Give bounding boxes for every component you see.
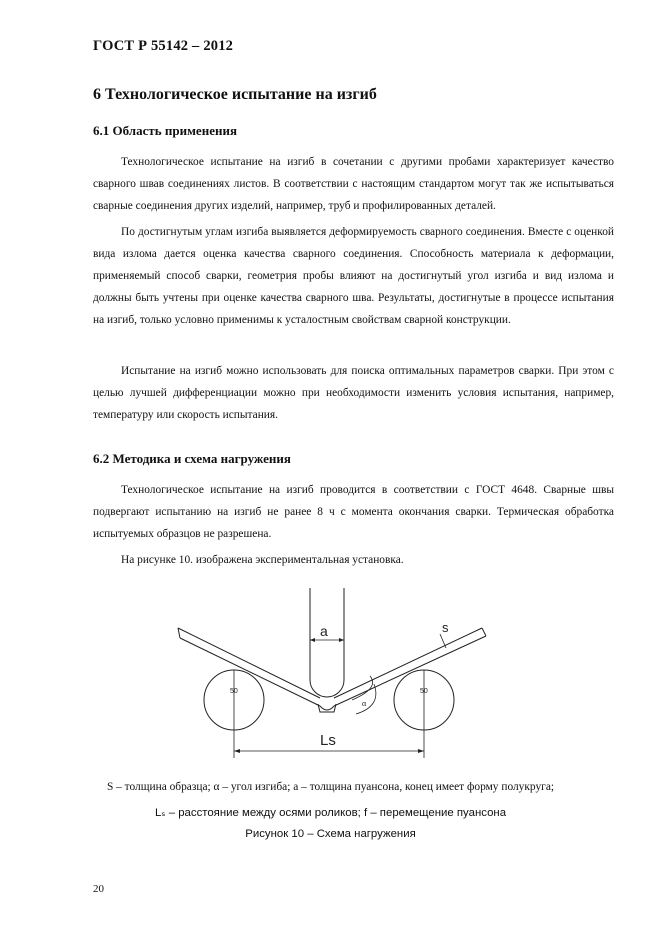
figure-legend-line-1: S – толщина образца; α – угол изгиба; а – толщина пуансона, конец имеет форму полукруга;	[106, 781, 555, 793]
subsection-title-method: 6.2 Методика и схема нагружения	[93, 451, 291, 466]
paragraph-method-1	[93, 479, 614, 545]
paragraph-method-2	[93, 549, 614, 571]
label-a: a	[320, 623, 328, 639]
specimen-right-top	[334, 628, 482, 698]
paragraph-scope-2	[93, 221, 614, 331]
page-number: 20	[93, 883, 104, 895]
specimen-right-bottom	[334, 636, 486, 706]
section-title: 6 Технологическое испытание на изгиб	[93, 86, 377, 103]
arrow-right-icon	[339, 638, 344, 642]
roller-right-label: 50	[420, 688, 428, 695]
roller-left-label: 50	[230, 688, 238, 695]
paragraph-scope-1	[93, 151, 614, 217]
loading-scheme-figure	[170, 588, 500, 768]
specimen-left-top	[178, 628, 320, 698]
paragraph-text: Испытание на изгиб можно использовать для поиска оптимальных параметров сварки. При этом с целью лучшей дифференциации можно при необходимости изменить условия испытания, например, температуру или скорость испытания.	[93, 365, 614, 421]
specimen-left-bottom	[180, 638, 320, 706]
specimen-right-end	[482, 628, 486, 636]
subsection-title-scope: 6.1 Область применения	[93, 123, 237, 138]
paragraph-text: Технологическое испытание на изгиб проводится в соответствии с ГОСТ 4648. Сварные швы подвергают испытанию на изгиб не ранее 8 ч с момента окончания сварки. Термическая обработка испытуемых образцов не разрешена.	[93, 484, 614, 540]
angle-label: α	[362, 699, 367, 708]
figure-legend-line-2: Lₛ – расстояние между осями роликов; f – перемещение пуансона	[154, 807, 507, 819]
paragraph-text: Технологическое испытание на изгиб в сочетании с другими пробами характеризует качество сварного швав соединениях листов. В соответствии с настоящим стандартом могут так же испытываться сварные соединения других изделий, например, труб и профилированных деталей.	[93, 156, 614, 212]
label-s: s	[442, 620, 449, 635]
arrow-right-icon	[418, 749, 424, 753]
weld-bead	[320, 706, 334, 710]
paragraph-text: На рисунке 10. изображена экспериментальная установка.	[121, 554, 404, 566]
arrow-left-icon	[234, 749, 240, 753]
figure-caption: Рисунок 10 – Схема нагружения	[245, 828, 416, 840]
specimen-left-end	[178, 628, 180, 638]
punch-tip	[310, 680, 344, 697]
label-ls: Ls	[320, 732, 336, 749]
paragraph-scope-3	[93, 360, 614, 426]
paragraph-text: По достигнутым углам изгиба выявляется деформируемость сварного соединения. Вместе с оценкой вида излома дается оценка качества сварного соединения. Способность материала к деформации, применяемый способ сварки, геометрия пробы влияют на достигнутый угол изгиба и вид излома и должны быть учтены при оценке качества сварного шва. Результаты, достигнутые в процессе испытания на изгиб, только условно применимы к усталостным свойствам сварной конструкции.	[93, 226, 614, 326]
document-header: ГОСТ Р 55142 – 2012	[93, 38, 234, 54]
weld-root	[318, 704, 336, 712]
arrow-left-icon	[310, 638, 315, 642]
